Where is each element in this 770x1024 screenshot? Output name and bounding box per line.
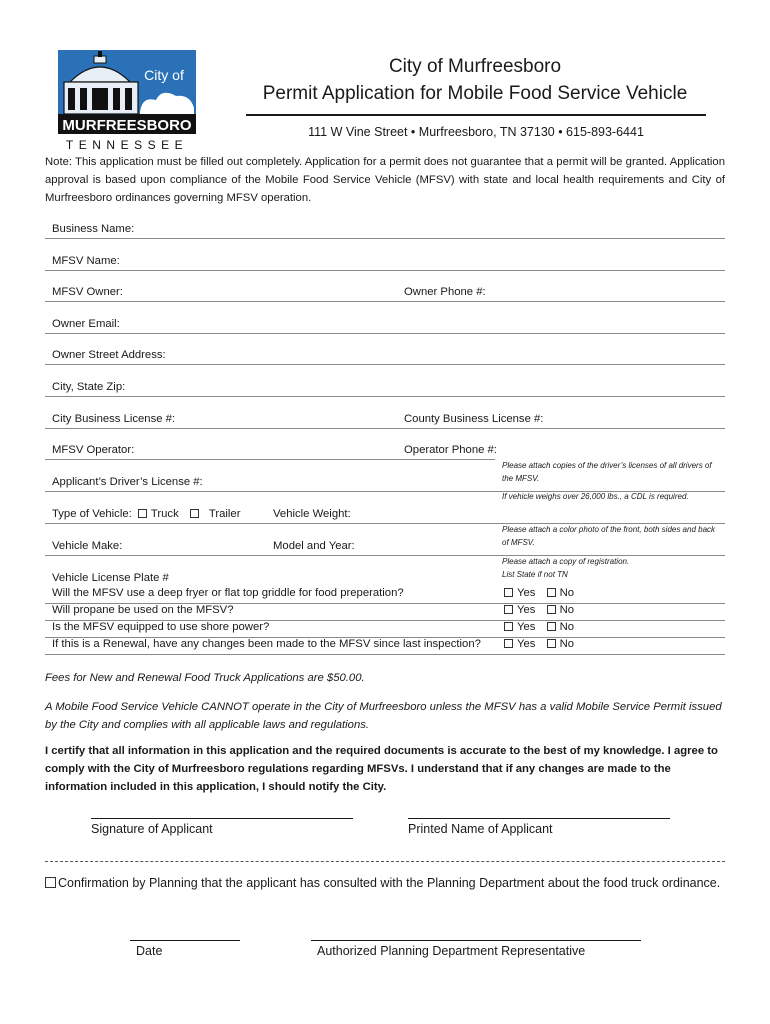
yes-checkbox[interactable]	[504, 605, 513, 614]
no-checkbox[interactable]	[547, 639, 556, 648]
no-label: No	[559, 587, 575, 599]
yes-label: Yes	[517, 638, 536, 650]
mfsv-name-field[interactable]	[45, 270, 725, 271]
state-note: List State if not TN	[502, 570, 568, 579]
question-row	[52, 638, 725, 654]
owner-email-field[interactable]	[45, 333, 725, 334]
question-row	[52, 587, 725, 603]
question-text: Will the MFSV use a deep fryer or flat top griddle for food preperation?	[52, 587, 404, 599]
drivers-license-label: Applicant’s Driver’s License #:	[52, 476, 203, 488]
question-text: Is the MFSV equipped to use shore power?	[52, 621, 270, 633]
mfsv-owner-field[interactable]	[45, 301, 725, 302]
printed-name-line[interactable]	[408, 818, 670, 819]
question-divider	[45, 654, 725, 655]
no-label: No	[559, 621, 575, 633]
vehicle-weight-label: Vehicle Weight:	[273, 508, 351, 520]
mfsv-owner-label: MFSV Owner:	[52, 286, 123, 298]
owner-street-label: Owner Street Address:	[52, 349, 166, 361]
trailer-label: Trailer	[208, 508, 241, 520]
license-field[interactable]	[45, 428, 725, 429]
answer-options	[504, 621, 574, 633]
city-logo	[56, 48, 198, 152]
owner-email-label: Owner Email:	[52, 318, 120, 330]
owner-phone-label: Owner Phone #:	[404, 286, 486, 298]
license-plate-label: Vehicle License Plate #	[52, 572, 169, 584]
representative-line[interactable]	[311, 940, 641, 941]
no-label: No	[559, 638, 575, 650]
planning-confirmation-text: Confirmation by Planning that the applicant has consulted with the Planning Department about the food truck ordinance.	[58, 876, 721, 890]
model-year-label: Model and Year:	[273, 540, 355, 552]
answer-options	[504, 587, 574, 599]
section-separator	[45, 861, 725, 862]
yes-label: Yes	[517, 604, 536, 616]
yes-label: Yes	[517, 587, 536, 599]
signature-line[interactable]	[91, 818, 353, 819]
signature-label: Signature of Applicant	[91, 822, 213, 836]
no-label: No	[559, 604, 575, 616]
city-state-zip-field[interactable]	[45, 396, 725, 397]
title-divider	[246, 114, 706, 116]
city-state-zip-label: City, State Zip:	[52, 381, 126, 393]
form-title: Permit Application for Mobile Food Service Vehicle	[262, 83, 688, 104]
question-text: Will propane be used on the MFSV?	[52, 604, 234, 616]
fees-note: Fees for New and Renewal Food Truck Applications are $50.00.	[45, 672, 365, 684]
city-address: 111 W Vine Street • Murfreesboro, TN 37130 • 615-893-6441	[308, 125, 644, 139]
vehicle-type-label: Type of Vehicle:	[52, 508, 132, 520]
question-row	[52, 604, 725, 620]
cdl-note: If vehicle weighs over 26,000 lbs., a CDL is required.	[502, 492, 689, 501]
trailer-checkbox[interactable]	[190, 509, 199, 518]
planning-confirmation	[45, 874, 725, 892]
logo-state-text: TENNESSEE	[65, 138, 189, 152]
application-note: Note: This application must be filled out completely. Application for a permit does not guarantee that a permit will be granted. Application approval is based upon compliance of the Mobile Food Service Vehicle (MFSV) with state and local health requirements and City of Murfreesboro ordinances governing MFSV operation.	[45, 156, 725, 204]
county-license-label: County Business License #:	[404, 413, 544, 425]
printed-name-label: Printed Name of Applicant	[408, 822, 553, 836]
representative-label: Authorized Planning Department Representative	[317, 944, 586, 958]
yes-checkbox[interactable]	[504, 622, 513, 631]
permit-warning: A Mobile Food Service Vehicle CANNOT operate in the City of Murfreesboro unless the MFSV has a valid Mobile Service Permit issued by the City and complies with all applicable laws and regulations.	[45, 701, 722, 731]
certification-statement: I certify that all information in this application and the required documents is accurate to the best of my knowledge. I agree to comply with the City of Murfreesboro regulations regarding MFSVs. I understand that if any changes are made to the information included in this application, I should notify the City.	[45, 745, 718, 793]
question-row	[52, 621, 725, 637]
yes-checkbox[interactable]	[504, 639, 513, 648]
business-name-label: Business Name:	[52, 223, 135, 235]
answer-options	[504, 638, 574, 650]
yes-label: Yes	[517, 621, 536, 633]
logo-city-of-text: City of	[144, 67, 184, 83]
date-label: Date	[136, 944, 163, 958]
date-line[interactable]	[130, 940, 240, 941]
photo-note: Please attach a color photo of the front, both sides and back of MFSV.	[502, 525, 716, 547]
mfsv-operator-field[interactable]	[45, 459, 495, 460]
registration-note: Please attach a copy of registration.	[502, 557, 630, 566]
planning-confirmation-checkbox[interactable]	[45, 877, 56, 888]
city-license-label: City Business License #:	[52, 413, 176, 425]
truck-checkbox[interactable]	[138, 509, 147, 518]
operator-phone-label: Operator Phone #:	[404, 444, 497, 456]
form-title-city: City of Murfreesboro	[388, 56, 562, 77]
drivers-license-note: Please attach copies of the driver’s licenses of all drivers of the MFSV.	[502, 461, 712, 483]
owner-street-field[interactable]	[45, 364, 725, 365]
vehicle-type-row	[52, 508, 240, 520]
mfsv-name-label: MFSV Name:	[52, 255, 120, 267]
no-checkbox[interactable]	[547, 622, 556, 631]
logo-city-name-text: MURFREESBORO	[62, 117, 192, 134]
truck-label: Truck	[150, 508, 179, 520]
no-checkbox[interactable]	[547, 588, 556, 597]
mfsv-operator-label: MFSV Operator:	[52, 444, 135, 456]
answer-options	[504, 604, 574, 616]
yes-checkbox[interactable]	[504, 588, 513, 597]
business-name-field[interactable]	[45, 238, 725, 239]
question-text: If this is a Renewal, have any changes been made to the MFSV since last inspection?	[52, 638, 481, 650]
no-checkbox[interactable]	[547, 605, 556, 614]
vehicle-make-label: Vehicle Make:	[52, 540, 123, 552]
